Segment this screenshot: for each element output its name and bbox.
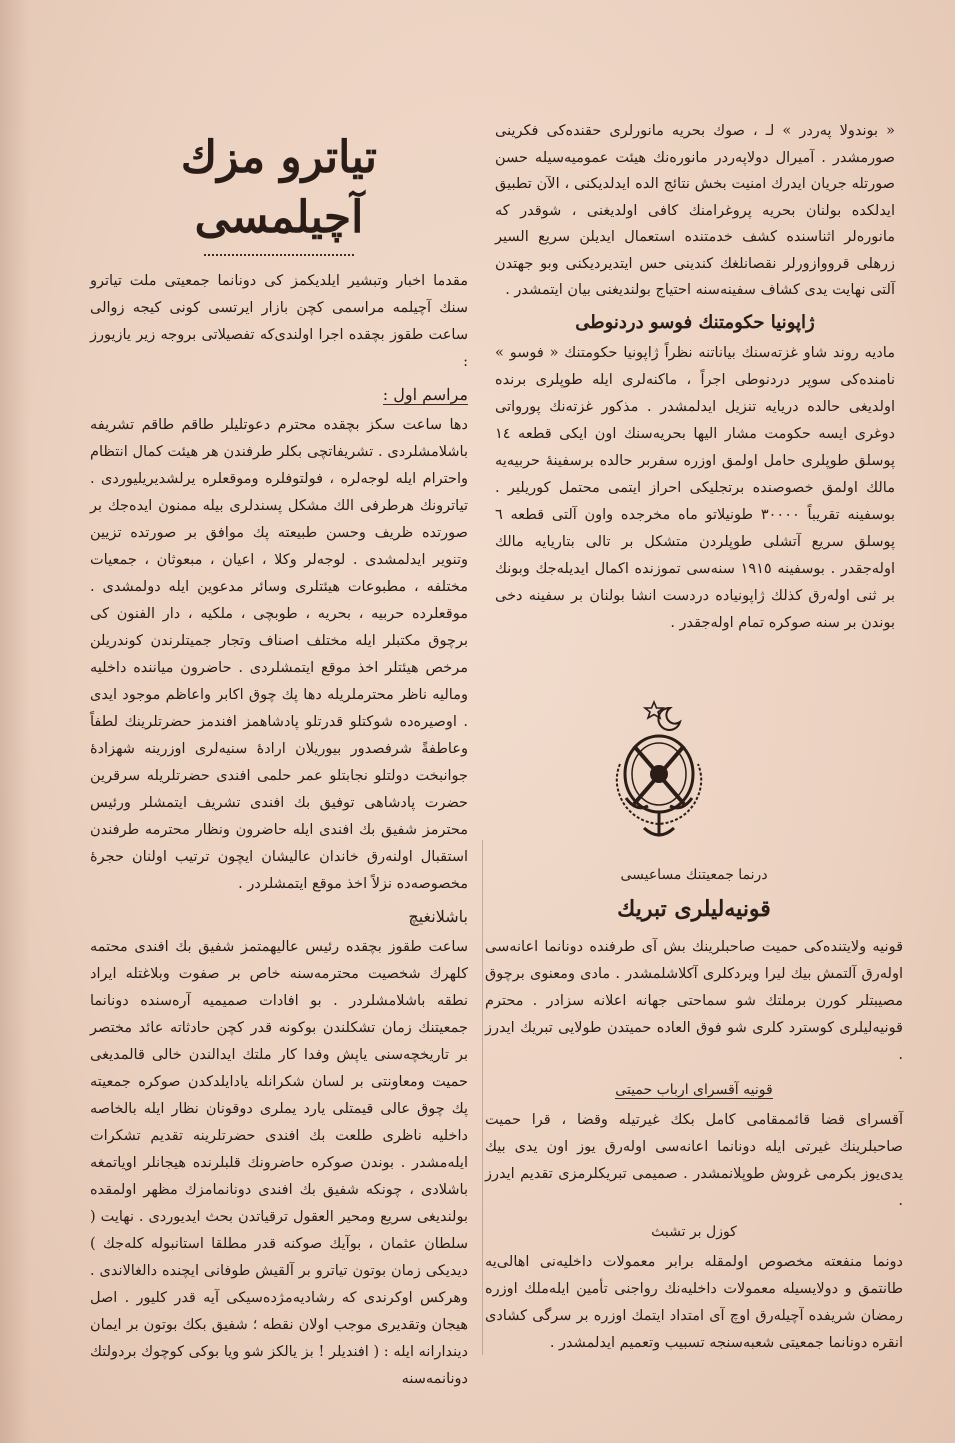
column-divider bbox=[482, 840, 483, 1355]
first-ceremony-heading bbox=[90, 380, 468, 410]
beautiful-initiative-paragraph: دونما منفعته مخصوص اولمقله برابر معمولات داخلیه‌نی اهالی‌یه طانتمق و دولایسیله معمولات داخلیه‌نك رواجنی تأمین ایلەملك اوزره رمضان شریفده آچیله‌رق اوچ آی امتداد ایتمك اوزره بر سرگی كشادی انقره دونانما جمعیتی شعبه‌سنجه تسبیب وتعمیم ایدلمشدر . bbox=[485, 1254, 903, 1351]
japan-dreadnought-heading: ژاپونیا حكومتنك فوسو دردنوطی bbox=[575, 311, 815, 333]
left-column bbox=[90, 118, 468, 1393]
naval-maneuvers-paragraph: « بوندولا پەردر » لـ ، صوك بحریه مانورلری حقنده‌كی فكرینی صورمشدر . آمیرال دولاپەردر مانورەنك هیئت عمومیه‌سیله حسن صورتله جریان ایدرك امنیت بخش نتائج الده ایدلدیكنی ، الآن تطبیق ایدلكده بولنان بحریه پروغرامنك كافی اولدیغنی ، شوقدر كه مانورەلر اثناسنده كشف خدمتنده استعمال ایدیلن سریع السیر زرهلی قرووازورلر نقصانلغك كندینی حس ایتدیردیكنی وبو جهتدن آلتی نهایت یدی كشاف سفینه‌سنه احتیاج بولندیغنی بیان ایتمشدر . bbox=[495, 123, 895, 298]
first-ceremony-paragraph: دها ساعت سكز بچقده محترم دعوتلیلر طاقم طاقم تشریفه باشلامشلردی . تشریفاتچی بكلر طرفندن هر هیئت كمال انتظام واحترام ایله لوجه‌لره ، فولتوفلره وموقعلره یرلشدیریلیوردی . تیاترونك هرطرفی الك مشكل پسندلری بیله ممنون ایده‌جك بر صورتده ظریف وحسن طبیعته پك موافق بر صورتده تزیین وتنویر ایدلمشدی . لوجه‌لر وكلا ، اعیان ، مبعوثان ، جمعیات مختلفه ، مطبوعات هیئتلری وسائر مدعوین ایله دولمشدی . موقعلرده حربیه ، بحریه ، طوبچی ، ملكیه ، دار الفنون كی برچوق مكتبلر ایله مختلف اصناف وتجار جمیتلرندن كوندریلن مرخص هیئتلر اخذ موقع ایتمشلردی . حاضرون میاننده داخلیه ومالیه ناظر محترملریله دها پك چوق اكابر واعاظم موجود ایدی . اوصیره‌ده شوكتلو قدرتلو پادشاهمز افندمز حضرتلرینك لطفاً وعاطفةً شرفصدور بیوریلان ارادهٔ سنیه‌لری اوزرینه شهزادهٔ جوانبخت دولتلو نجابتلو عمر حلمی افندی حضرتلریله سرقرین حضرت پادشاهی توفیق بك افندی تشریف ایتمشلر ورئیس محترمز شفیق بك افندی ایله حاضرون ونظار محترمه طرفندن استقبال اولنه‌رق خاندان عالیشان ایچون ترتیب اولنان حجرهٔ مخصوصه‌ده نزلاً اخذ موقع ایتمشلردر . bbox=[90, 417, 468, 892]
theatre-intro-paragraph: مقدما اخبار وتبشیر ایلدیكمز كی دونانما جمعیتی ملت تیاترو سنك آچیلمه مراسمی كچن بازار ایرتسی كونی كیجه زوالی ساعت طقوز بچقده اجرا اولندی‌كه تفصیلاتی بروجه زیر یازیورز : bbox=[90, 273, 468, 370]
opening-heading: باشلانغیچ bbox=[408, 907, 468, 926]
beautiful-initiative-heading: كوزل بر تشبث bbox=[651, 1224, 737, 1240]
aksaray-heading bbox=[485, 1077, 903, 1103]
right-column bbox=[495, 118, 895, 637]
konya-congratulation-paragraph: قونیه ولایتنده‌كی حمیت صاحبلرینك بش آی طرفنده دونانما اعانه‌سی اوله‌رق آلتمش بیك لیرا ویردكلری آكلاشلمشدر . مادی ومعنوی برچوق مصیبتلر كورن برملتك شو سماحتی جهانه اعلانه سزادر . محترم قونیه‌لیلری كوسترد كلری شو فوق العاده حمیتدن طولایی تبریك ایدرز . bbox=[485, 939, 903, 1063]
naval-anchor-crest-icon bbox=[600, 694, 718, 844]
konya-congratulation-heading: قونیه‌لیلری تبریك bbox=[617, 896, 771, 922]
opening-paragraph: ساعت طقوز بچقده رئیس عالیهمتمز شفیق بك افندی محتمه كلهرك شخصیت محترمه‌سنه خاص بر صفوت وبلاغتله ایراد نطقه باشلامشلردر . بو افادات صمیمیه آره‌سنده دونانما جمعیتنك زمان تشكلندن بوكونه قدر كچن حادثاته عائد مختصر بر تاریخچه‌سنی یاپش وفدا كار ملتك ایدالندن خالی قالمدیغی حمیت ومعاونتی بر لسان شكرانله یادایلدكدن صوكره جمعیته پك چوق عالی قیمتلی یارد یملری دوقونان نظار ایله بالخاصه داخلیه ناظری طلعت بك افندی حضرتلرینه تقدیم تشكرات ایله‌مشدر . بوندن صوكره حاضرونك قلبلرنده هیجانلر اویاتمغه باشلادی ، چونكه شفیق بك افندی دونانمامزك مظهر اولمقده بولندیغی سریع ومحیر العقول ترقیاتدن بحث ایدیوردی . نهایت ( سلطان عثمان ، بوآیك صوكنه قدر مطلقا استانبوله كله‌جك ) دیدیكی زمان بوتون تیاترو بر آلقیش طوفانی ایچنده دالغالاندی . وهركس اوكرندی كه رشادیه‌مژده‌سیكی آیه قدر كلیور . اصل هیجان وتقدیری موجب اولان نقطه ؛ شفیق بكك بوتون بر ایمان دیندارانه ایله : ( افندیلر ! بز یالكز شو ویا بوكی كوچوك بردولتك دونانمه‌سنه bbox=[90, 939, 468, 1387]
japan-dreadnought-paragraph: مادیه روند شاو غزته‌سنك بیاناتنه نظراً ژاپونیا حكومتنك « فوسو » نامنده‌كی سوپر دردنوطی اجراً ، ماكنه‌لری ایله طوپلری برنده اولدیغی حالده دریایه تنزیل ایدلمشدر . مذكور غزته‌نك پورواتی دوغری ایسه حكومت مشار الیها بحریه‌سنك اون ایكی قطعه ١٤ پوسلق طوپلری حامل اولمق اوزره سفربر حالده برسفینهٔ حربیه‌یه مالك اولمق خصوصنده برتجلیكی احراز ایتمی محتمل كوریلیر . بوسفینه تقریباً ٣٠٠٠٠ طونیلاتو ماه مخرجده واون آلتی قطعه ٦ پوسلق سریع آتشلی طوپلردن متشكل بر تالی بتاریایه مالك اوله‌جقدر . بوسفینه ١٩١٥ سنه‌سی تموزنده اكمال ایدیله‌جك وبونك بر ثنی اولەرق كذلك ژاپونیاده دردست انشا بولنان بر سفینه دخی بوندن بر سنه صوكره تمام اوله‌جقدر . bbox=[495, 344, 896, 631]
right-column-lower bbox=[485, 858, 903, 1357]
aksaray-paragraph: آقسرای قضا قائممقامی كامل بكك غیرتیله وقضا ، قرا حمیت صاحبلرینك غیرتی ایله دونانما اعانه‌سی اوله‌رق یوز اون یدی بیك یدی‌یوز بكرمی غروش طوپلانمشدر . صمیمی تبریكلرمزی تقدیم ایدرز . bbox=[485, 1112, 903, 1209]
article-title: تیاترو مزك آچیلمسی bbox=[180, 132, 378, 243]
first-ceremony-heading-text: مراسم اول : bbox=[382, 385, 468, 404]
page-edge-shadow bbox=[0, 0, 30, 1443]
title-rule bbox=[204, 254, 354, 258]
aksaray-heading-text: قونیه آقسرای ارباب حمیتی bbox=[615, 1082, 773, 1098]
society-efforts-caption: درنما جمعیتنك مساعیسی bbox=[620, 867, 768, 883]
